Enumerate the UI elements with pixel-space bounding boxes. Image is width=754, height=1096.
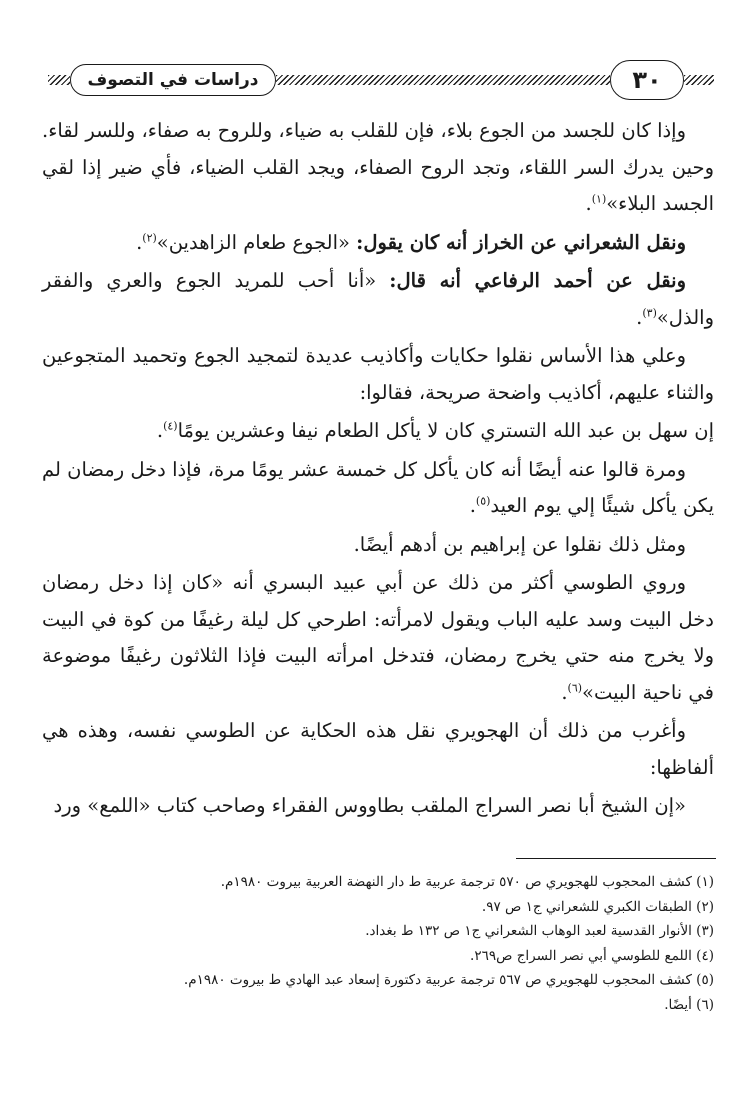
paragraph-4 [42, 338, 714, 411]
text-segment: وأغرب من ذلك أن الهجويري نقل هذه الحكاية عن الطوسي نفسه، وهذه هي ألفاظها: [42, 719, 714, 779]
text-segment: . [636, 305, 643, 329]
header-ornament-middle [276, 75, 610, 85]
text-segment: «أنا أحب للمريد الجوع والعري والفقر والذل» [42, 269, 714, 329]
running-title: دراسات في التصوف [70, 64, 276, 96]
paragraph-5 [42, 413, 714, 450]
footnote-ref[interactable]: (٢) [142, 231, 157, 244]
paragraph-9 [42, 713, 714, 786]
footnote-4: (٤) اللمع للطوسي أبي نصر السراج ص٢٦٩. [470, 947, 714, 964]
footnotes [42, 870, 714, 1017]
footnote-ref[interactable]: (١) [591, 192, 607, 206]
paragraph-6 [42, 452, 714, 525]
text-segment: وإذا كان للجسد من الجوع بلاء، فإن للقلب به ضياء، وللروح به صفاء، وللسر لقاء. وحين يدرك السر اللقاء، وتجد الروح الصفاء، ويجد القلب الضياء، فأي ضير إذا لقي الجسد البلاء» [42, 119, 714, 215]
text-segment: . [156, 419, 164, 442]
text-segment: «الجوع طعام الزاهدين» [156, 230, 357, 254]
paragraph-8 [42, 565, 714, 711]
text-segment: وروي الطوسي أكثر من ذلك عن أبي عبيد البسري أنه «كان إذا دخل رمضان دخل البيت وسد عليه الباب ويقول لامرأته: اطرحي كل ليلة رغيفًا من كوة في البيت ولا يخرج منه حتي يخرج رمضان، فتدخل امرأته البيت فإذا الثلاثون رغيفًا موضوعة في ناحية البيت» [42, 571, 714, 704]
text-segment: ونقل عن أحمد الرفاعي أنه قال: [389, 269, 686, 292]
footnote-ref[interactable]: (٣) [642, 306, 657, 319]
header-ornament-left [48, 75, 70, 85]
footnote-2: (٢) الطبقات الكبري للشعراني ج١ ص ٩٧. [481, 898, 714, 915]
text-segment: إن سهل بن عبد الله التستري كان لا يأكل الطعام نيفا وعشرين يومًا [177, 419, 714, 442]
footnote-1: (١) كشف المحجوب للهجويري ص ٥٧٠ ترجمة عربية ط دار النهضة العربية بيروت ١٩٨٠م. [220, 874, 714, 890]
footnote-divider [516, 858, 716, 859]
paragraph-7 [42, 527, 714, 564]
paragraph-2 [42, 225, 714, 262]
text-segment: وعلي هذا الأساس نقلوا حكايات وأكاذيب عديدة لتمجيد الجوع وتحميد المتجوعين والثناء عليهم، أكاذيب واضحة صريحة، فقالوا: [42, 344, 714, 404]
text-segment: . [469, 494, 476, 517]
footnote-ref[interactable]: (٦) [567, 681, 583, 694]
page-header [44, 58, 716, 102]
paragraph-3 [42, 263, 714, 336]
footnote-5: (٥) كشف المحجوب للهجويري ص ٥٦٧ ترجمة عربية دكتورة إسعاد عبد الهادي ط بيروت ١٩٨٠م. [183, 972, 714, 988]
page-number: ٣٠ [610, 60, 684, 100]
paragraph-10 [42, 788, 714, 825]
text-segment: ونقل الشعراني عن الخراز أنه كان يقول: [356, 230, 686, 254]
header-ornament-right [684, 75, 714, 85]
text-segment: ومثل ذلك نقلوا عن إبراهيم بن أدهم أيضًا. [353, 532, 686, 556]
footnote-ref[interactable]: (٤) [163, 419, 178, 433]
text-segment: . [585, 192, 592, 215]
footnote-ref[interactable]: (٥) [475, 494, 491, 508]
text-segment: ومرة قالوا عنه أيضًا أنه كان يأكل كل خمسة عشر يومًا مرة، فإذا دخل رمضان لم يكن يأكل شيئًا إلي يوم العيد [42, 457, 714, 517]
body-text [42, 113, 714, 827]
paragraph-1 [42, 113, 714, 223]
text-segment: . [561, 680, 568, 704]
text-segment: . [136, 230, 143, 254]
text-segment: «إن الشيخ أبا نصر السراج الملقب بطاووس الفقراء وصاحب كتاب «اللمع» ورد [53, 794, 686, 817]
footnote-3: (٣) الأنوار القدسية لعبد الوهاب الشعراني ج١ ص ١٣٢ ط بغداد. [365, 923, 714, 939]
footnote-6: (٦) أيضًا. [664, 996, 714, 1013]
